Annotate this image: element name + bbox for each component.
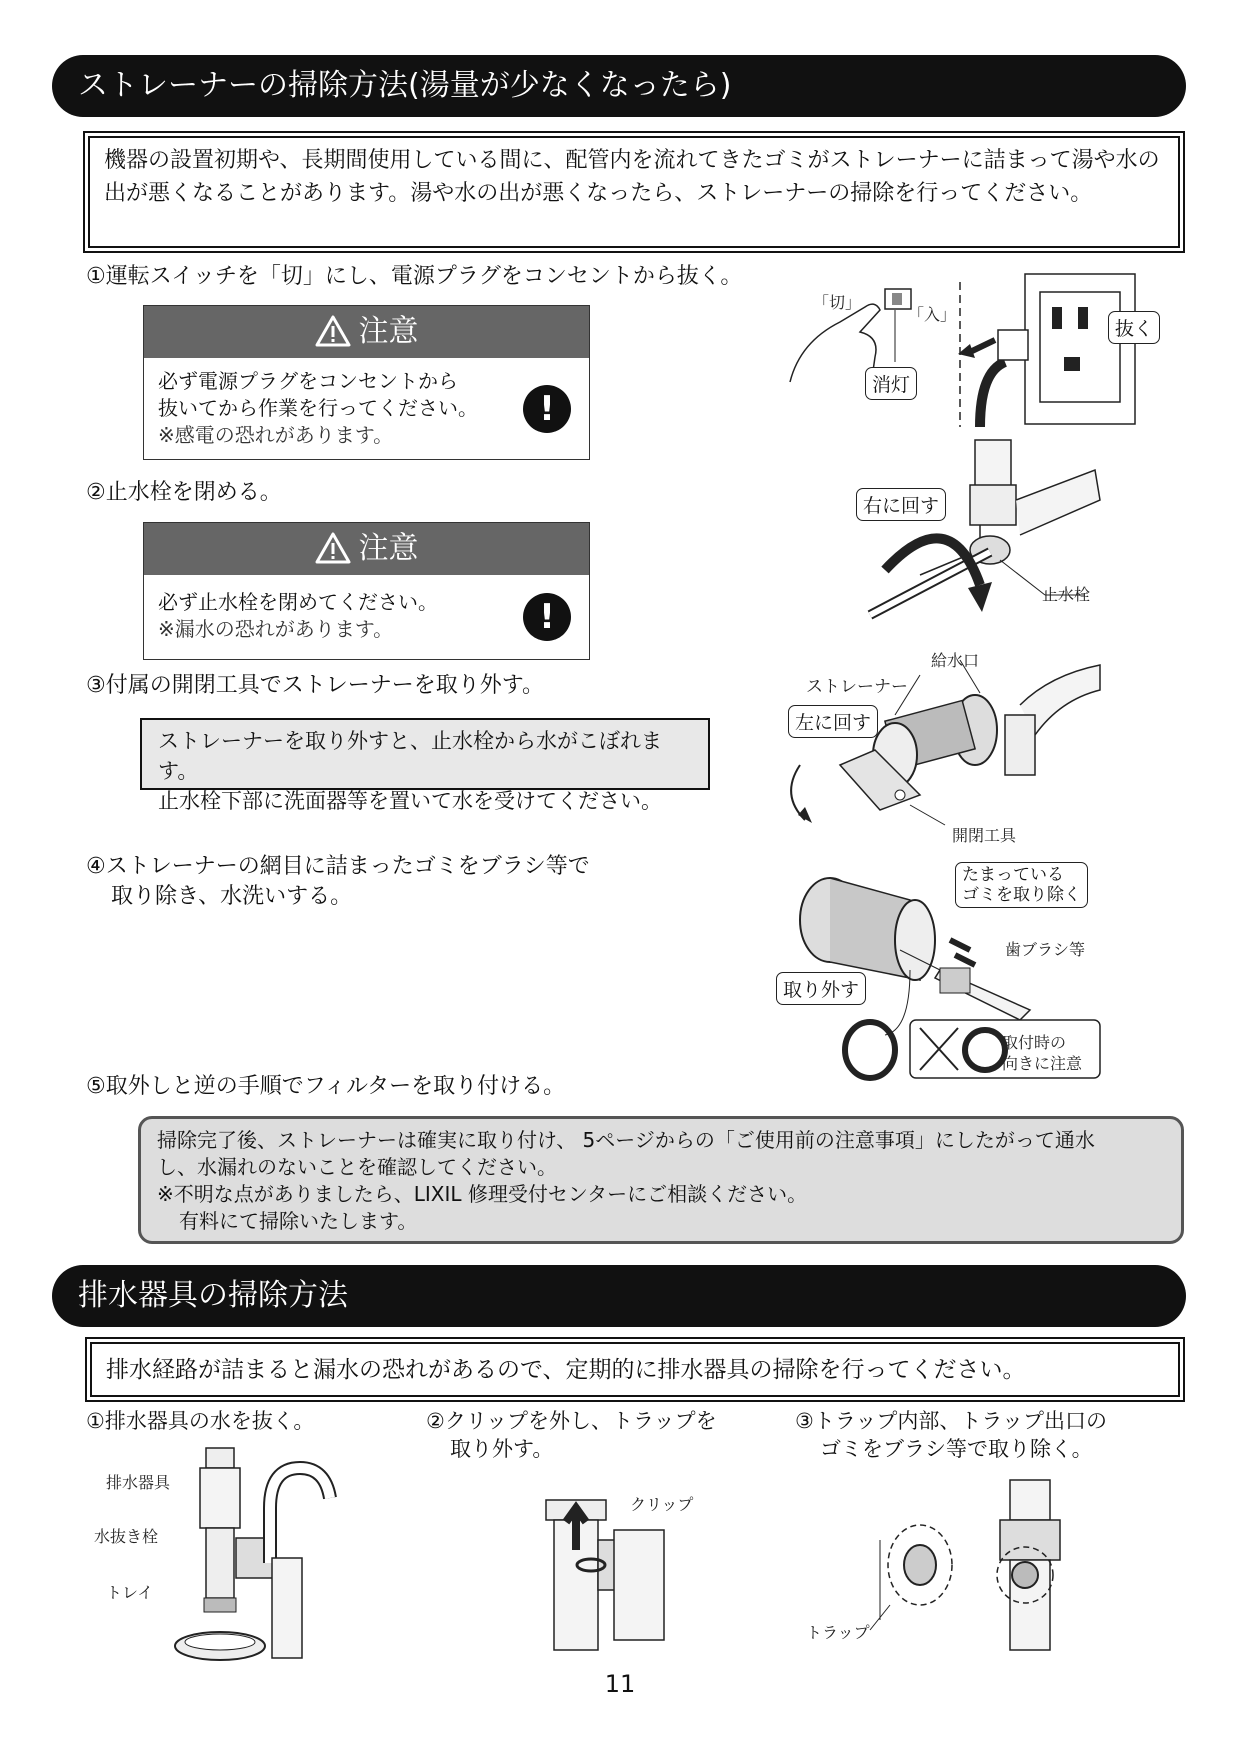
caution-line: 必ず止水栓を閉めてください。 (158, 590, 438, 614)
caution-header (144, 523, 589, 575)
step-5: ⑤取外しと逆の手順でフィルターを取り付ける。 (86, 1074, 566, 1099)
caution-note: ※感電の恐れがあります。 (158, 423, 394, 447)
label-drain-device: 排水器具 (106, 1473, 171, 1492)
drain-step-2: ②クリップを外し、トラップを (426, 1409, 717, 1433)
intro-text: 機器の設置初期や、長期間使用している間に、配管内を流れてきたゴミがストレーナーに詰まって湯や水の出が悪くなることがあります。湯や水の出が悪くなったら、ストレーナーの掃除を行ってください。 (104, 148, 1160, 206)
note-line: 有料にて掃除いたします。 (179, 1209, 418, 1233)
label-turn-left: 左に回す (788, 705, 878, 738)
label-off: 「切」 (813, 293, 862, 312)
label-trap: トラップ (806, 1623, 870, 1642)
label-inlet: 給水口 (931, 651, 980, 670)
drain-intro-text: 排水経路が詰まると漏水の恐れがあるので、定期的に排水器具の掃除を行ってください。 (106, 1357, 1026, 1383)
caution-line: 必ず電源プラグをコンセントから (158, 369, 458, 393)
label-clip: クリップ (630, 1495, 694, 1514)
note-line: ※不明な点がありましたら、LIXIL 修理受付センターにご相談ください。 (157, 1182, 808, 1206)
exclamation-icon: ! (523, 593, 571, 641)
step-4: ④ストレーナーの網目に詰まったゴミをブラシ等で (86, 854, 590, 879)
drain-intro-box (90, 1342, 1180, 1397)
caution-box-1 (143, 305, 590, 460)
warning-triangle-icon (315, 532, 351, 564)
clean-trap-illustration (860, 1480, 1090, 1650)
section-title-strainer: ストレーナーの掃除方法(湯量が少なくなったら) (52, 55, 1186, 117)
step-2: ②止水栓を閉める。 (86, 480, 282, 505)
step-4-cont: 取り除き、水洗いする。 (111, 884, 353, 909)
remove-trap-illustration (536, 1500, 686, 1650)
label-tool: 開閉工具 (952, 826, 1017, 845)
strainer-note-box (140, 718, 710, 813)
note-line: ストレーナーを取り外すと、止水栓から水がこぼれます。 (158, 729, 662, 783)
caution-body (144, 358, 589, 459)
drain-step-1: ①排水器具の水を抜く。 (86, 1409, 315, 1433)
label-light-off: 消灯 (865, 367, 917, 400)
label-tray: トレイ (106, 1583, 154, 1602)
label-turn-right: 右に回す (856, 488, 946, 521)
note-line: し、水漏れのないことを確認してください。 (157, 1155, 557, 1179)
caution-header (144, 306, 589, 358)
page-number: 11 (604, 1670, 636, 1698)
drain-step-2-cont: 取り外す。 (450, 1437, 554, 1461)
caution-note: ※漏水の恐れがあります。 (158, 617, 394, 641)
label-line: 取付時の (1002, 1033, 1067, 1052)
drain-water-illustration (170, 1448, 370, 1663)
unplug-illustration (780, 262, 1180, 432)
label-line: ゴミを取り除く (962, 885, 1081, 905)
caution-body (144, 575, 589, 659)
drain-step-3-cont: ゴミをブラシ等で取り除く。 (820, 1437, 1093, 1461)
caution-box-2 (143, 522, 590, 660)
label-unplug: 抜く (1108, 311, 1160, 344)
exclamation-icon: ! (523, 385, 571, 433)
completion-note-box (138, 1116, 1184, 1244)
label-strainer: ストレーナー (806, 677, 908, 697)
label-remove: 取り外す (776, 972, 866, 1005)
drain-step-3: ③トラップ内部、トラップ出口の (795, 1409, 1107, 1433)
note-line: 止水栓下部に洗面器等を置いて水を受けてください。 (158, 789, 662, 813)
label-line: たまっている (962, 865, 1064, 885)
label-on: 「入」 (908, 305, 957, 324)
label-toothbrush: 歯ブラシ等 (1005, 940, 1086, 959)
label-remove-dust (955, 862, 1088, 908)
note-line: 掃除完了後、ストレーナーは確実に取り付け、 5ページからの「ご使用前の注意事項」にしたがって通水 (157, 1128, 1095, 1152)
label-orientation (1002, 1032, 1082, 1074)
label-drain-plug: 水抜き栓 (94, 1527, 159, 1546)
step-1: ①運転スイッチを「切」にし、電源プラグをコンセントから抜く。 (86, 264, 743, 289)
section-title-drain: 排水器具の掃除方法 (52, 1265, 1186, 1327)
caution-line: 抜いてから作業を行ってください。 (158, 396, 478, 420)
warning-triangle-icon (315, 315, 351, 347)
label-stop-valve: 止水栓 (1042, 585, 1091, 604)
caution-title: 注意 (358, 531, 419, 566)
caution-title: 注意 (358, 314, 419, 349)
intro-box (88, 136, 1180, 248)
step-3: ③付属の開閉工具でストレーナーを取り外す。 (86, 673, 544, 698)
label-line: 向きに注意 (1002, 1054, 1083, 1073)
